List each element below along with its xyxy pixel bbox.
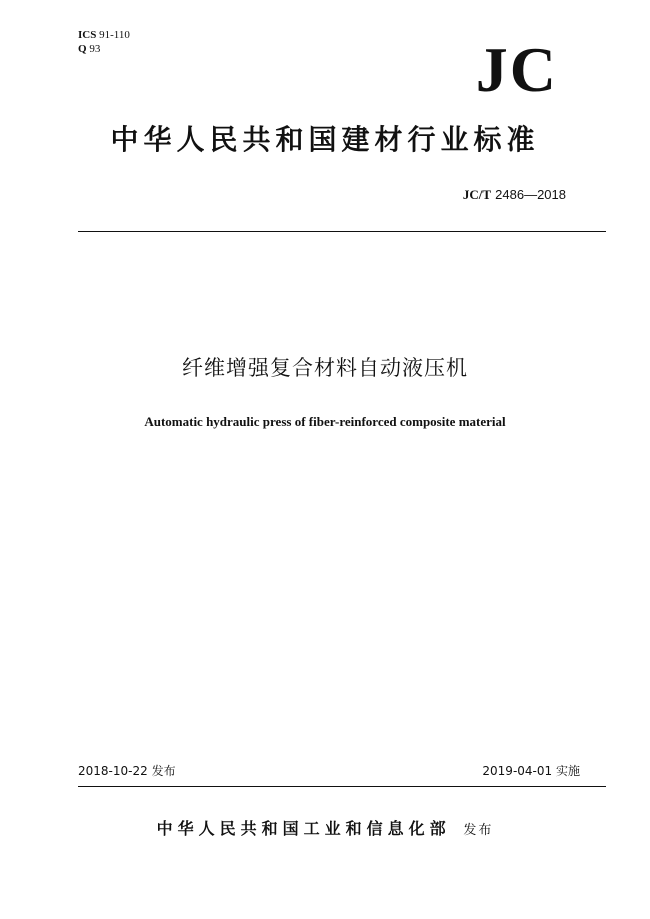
ccs-label: Q [78, 43, 87, 55]
ccs-line [78, 42, 130, 56]
issue-date-value: 2018-10-22 [78, 764, 148, 778]
issuer-action: 发布 [463, 823, 494, 838]
document-title: 纤维增强复合材料自动液压机 [182, 356, 468, 380]
issuer-org: 中华人民共和国工业和信息化部 [156, 819, 451, 838]
top-divider [78, 231, 606, 232]
issue-date-label: 发布 [151, 764, 176, 778]
standard-number-prefix: JC/T [462, 187, 492, 202]
standard-number [463, 187, 566, 204]
ccs-code: 93 [89, 43, 101, 55]
implementation-date-value: 2019-04-01 [482, 764, 553, 778]
standard-category-title: 中华人民共和国建材行业标准 [110, 123, 540, 156]
ics-code: 91-110 [99, 29, 130, 41]
ics-line [78, 28, 130, 42]
jc-logo: JC [475, 34, 558, 105]
implementation-date [482, 763, 580, 779]
issue-date [78, 763, 176, 779]
issuing-authority [0, 818, 650, 842]
classification-codes [78, 28, 130, 56]
implementation-date-label: 实施 [555, 764, 580, 778]
bottom-divider [78, 786, 606, 787]
ics-label: ICS [78, 29, 97, 41]
standard-number-value: 2486—2018 [495, 187, 566, 202]
document-title-english: Automatic hydraulic press of fiber-reinforced composite material [144, 414, 506, 429]
